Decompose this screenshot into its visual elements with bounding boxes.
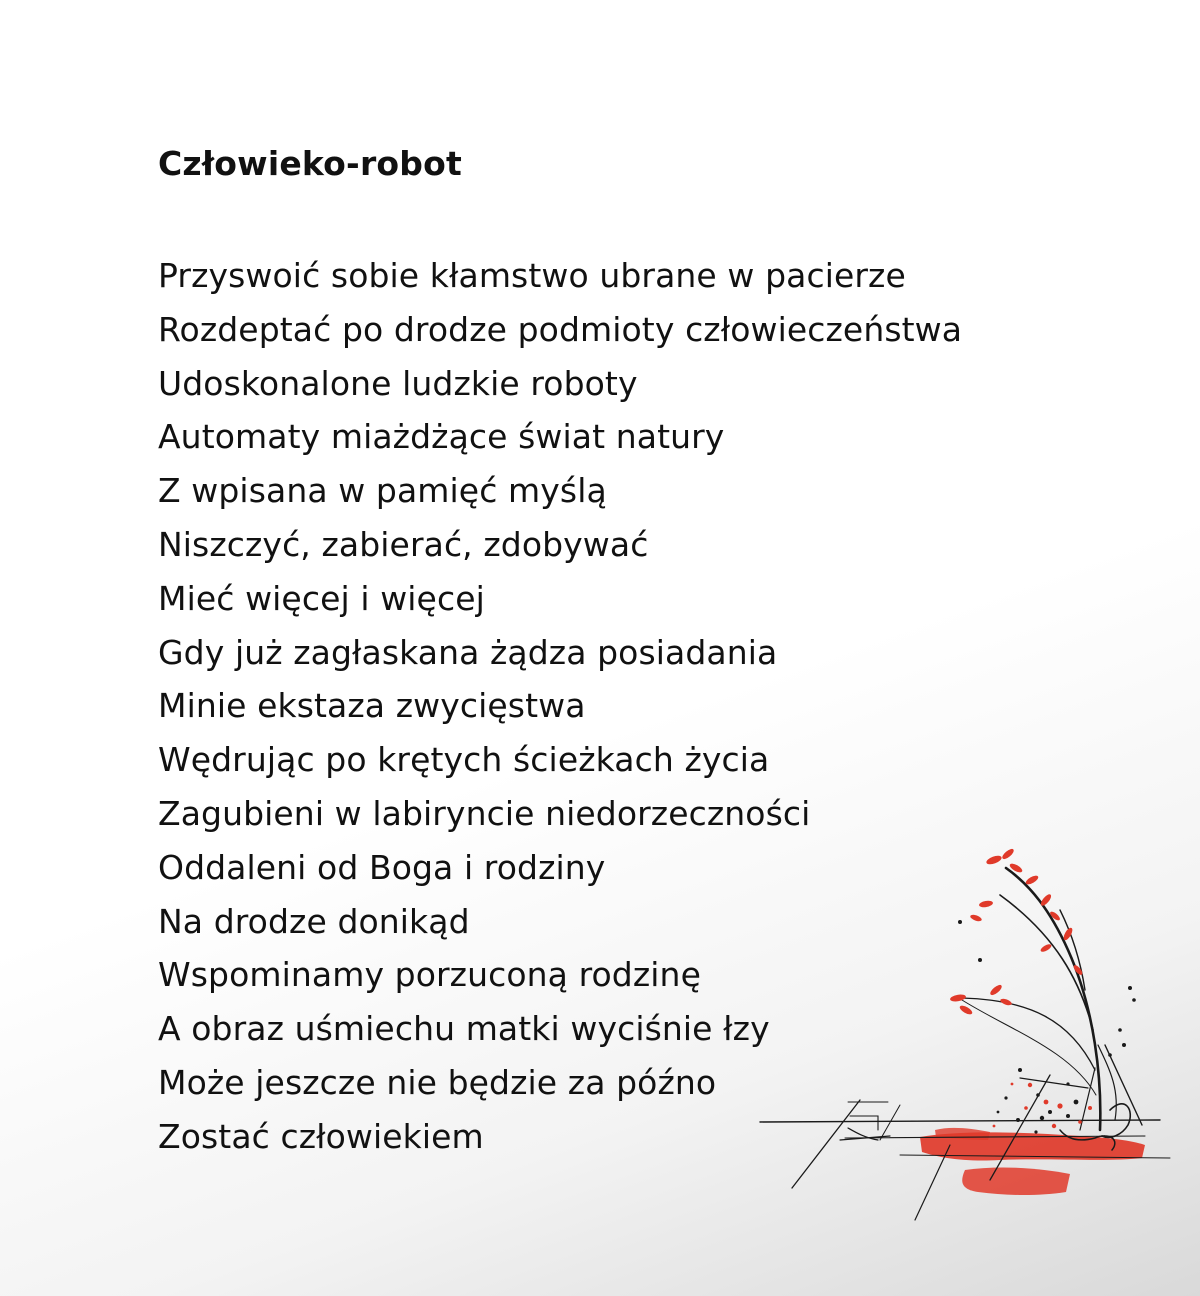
poem-line: Gdy już zagłaskana żądza posiadania (158, 632, 778, 672)
poem-line: Wędrując po krętych ścieżkach życia (158, 740, 770, 780)
poem-line: Udoskonalone ludzkie roboty (158, 363, 638, 403)
tree-branch-illustration (750, 840, 1190, 1240)
poem-line: Zostać człowiekiem (158, 1116, 484, 1156)
poem-line: Przyswoić sobie kłamstwo ubrane w pacierze (158, 256, 906, 295)
red-leaves (950, 847, 1084, 1016)
poem-line: Na drodze donikąd (158, 901, 470, 941)
poem-line: Minie ekstaza zwycięstwa (158, 686, 586, 726)
poem-title: Człowieko-robot (158, 144, 462, 183)
poem-line: Automaty miażdżące świat natury (158, 417, 725, 457)
ink-dots (958, 920, 1136, 1134)
poem (158, 138, 1118, 1156)
poem-line: Mieć więcej i więcej (158, 578, 485, 618)
poem-line: Wspominamy porzuconą rodzinę (158, 955, 701, 995)
poem-line: Oddaleni od Boga i rodziny (158, 847, 606, 887)
poem-line: Rozdeptać po drodze podmioty człowieczeństwa (158, 309, 963, 349)
poem-line: Zagubieni w labiryncie niedorzeczności (158, 793, 811, 833)
poem-line: Może jeszcze nie będzie za późno (158, 1062, 717, 1102)
poem-line: Z wpisana w pamięć myślą (158, 471, 607, 511)
poem-line: Niszczyć, zabierać, zdobywać (158, 524, 649, 564)
poem-line: A obraz uśmiechu matki wyciśnie łzy (158, 1009, 770, 1049)
tree-branches (962, 868, 1130, 1150)
